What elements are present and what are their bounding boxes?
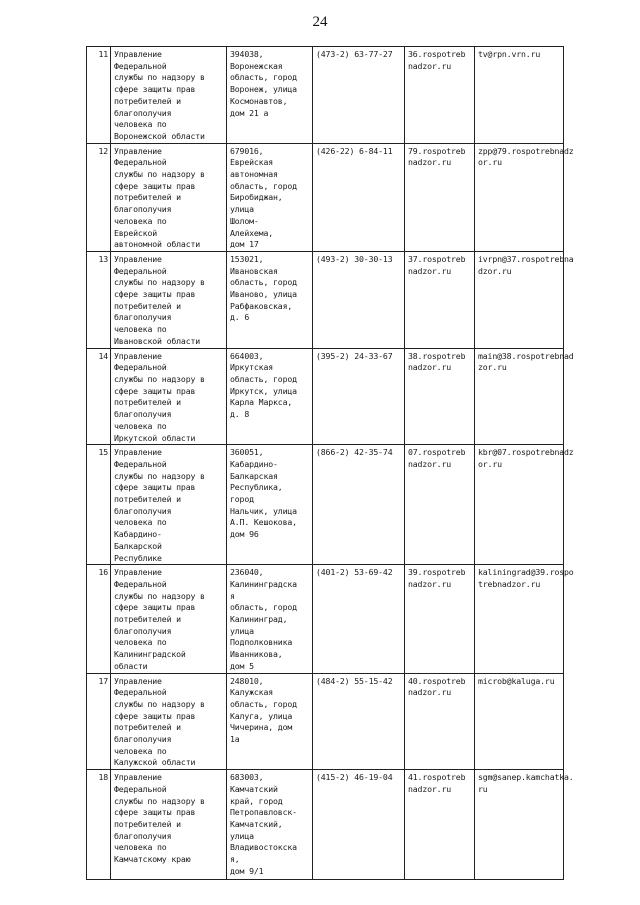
website: 39.rospotreb nadzor.ru (405, 565, 475, 673)
agency-name: Управление Федеральной службы по надзору в сфере защиты прав потребителей и благополучия человека по Воронежской области (111, 47, 227, 144)
email-address: tv@rpn.vrn.ru (475, 47, 564, 144)
phone-number: (415-2) 46-19-04 (313, 770, 405, 880)
email-address: zpp@79.rospotrebnadz or.ru (475, 143, 564, 251)
page-number: 24 (312, 14, 328, 30)
email-address: microb@kaluga.ru (475, 673, 564, 770)
table-row (87, 348, 564, 445)
website: 36.rospotreb nadzor.ru (405, 47, 475, 144)
row-number: 12 (87, 143, 111, 251)
phone-number: (401-2) 53-69-42 (313, 565, 405, 673)
row-number: 13 (87, 251, 111, 348)
website: 07.rospotreb nadzor.ru (405, 445, 475, 565)
website: 40.rospotreb nadzor.ru (405, 673, 475, 770)
phone-number: (473-2) 63-77-27 (313, 47, 405, 144)
table-row (87, 251, 564, 348)
website: 79.rospotreb nadzor.ru (405, 143, 475, 251)
postal-address: 236040, Калининградска я область, город Калининград, улица Подполковника Иванникова, дом 5 (227, 565, 313, 673)
row-number: 11 (87, 47, 111, 144)
email-address: kaliningrad@39.rospo trebnadzor.ru (475, 565, 564, 673)
phone-number: (866-2) 42-35-74 (313, 445, 405, 565)
postal-address: 153021, Ивановская область, город Иваново, улица Рабфаковская, д. 6 (227, 251, 313, 348)
phone-number: (395-2) 24-33-67 (313, 348, 405, 445)
row-number: 14 (87, 348, 111, 445)
postal-address: 360051, Кабардино- Балкарская Республика, город Нальчик, улица А.П. Кешокова, дом 96 (227, 445, 313, 565)
website: 41.rospotreb nadzor.ru (405, 770, 475, 880)
agency-name: Управление Федеральной службы по надзору в сфере защиты прав потребителей и благополучия человека по Еврейской автономной области (111, 143, 227, 251)
table-row (87, 143, 564, 251)
row-number: 15 (87, 445, 111, 565)
row-number: 18 (87, 770, 111, 880)
email-address: kbr@07.rospotrebnadz or.ru (475, 445, 564, 565)
table-row (87, 770, 564, 880)
website: 38.rospotreb nadzor.ru (405, 348, 475, 445)
phone-number: (493-2) 30-30-13 (313, 251, 405, 348)
website: 37.rospotreb nadzor.ru (405, 251, 475, 348)
postal-address: 683003, Камчатский край, город Петропавловск- Камчатский, улица Владивостокска я, дом 9/1 (227, 770, 313, 880)
agency-contacts-table (86, 46, 574, 880)
postal-address: 679016, Еврейская автономная область, город Биробиджан, улица Шолом- Алейхема, дом 17 (227, 143, 313, 251)
postal-address: 394038, Воронежская область, город Воронеж, улица Космонавтов, дом 21 а (227, 47, 313, 144)
agency-name: Управление Федеральной службы по надзору в сфере защиты прав потребителей и благополучия человека по Камчатскому краю (111, 770, 227, 880)
email-address: main@38.rospotrebnad zor.ru (475, 348, 564, 445)
agency-name: Управление Федеральной службы по надзору в сфере защиты прав потребителей и благополучия человека по Иркутской области (111, 348, 227, 445)
table-row (87, 47, 564, 144)
agency-name: Управление Федеральной службы по надзору в сфере защиты прав потребителей и благополучия человека по Калининградской области (111, 565, 227, 673)
table-row (87, 673, 564, 770)
table-row (87, 565, 564, 673)
table-row (87, 445, 564, 565)
row-number: 17 (87, 673, 111, 770)
email-address: sgm@sanep.kamchatka. ru (475, 770, 564, 880)
postal-address: 248010, Калужская область, город Калуга, улица Чичерина, дом 1а (227, 673, 313, 770)
agency-name: Управление Федеральной службы по надзору в сфере защиты прав потребителей и благополучия человека по Ивановской области (111, 251, 227, 348)
email-address: ivrpn@37.rospotrebna dzor.ru (475, 251, 564, 348)
postal-address: 664003, Иркутская область, город Иркутск, улица Карла Маркса, д. 8 (227, 348, 313, 445)
agency-name: Управление Федеральной службы по надзору в сфере защиты прав потребителей и благополучия человека по Калужской области (111, 673, 227, 770)
agency-name: Управление Федеральной службы по надзору в сфере защиты прав потребителей и благополучия человека по Кабардино- Балкарской Республике (111, 445, 227, 565)
row-number: 16 (87, 565, 111, 673)
phone-number: (484-2) 55-15-42 (313, 673, 405, 770)
phone-number: (426-22) 6-84-11 (313, 143, 405, 251)
